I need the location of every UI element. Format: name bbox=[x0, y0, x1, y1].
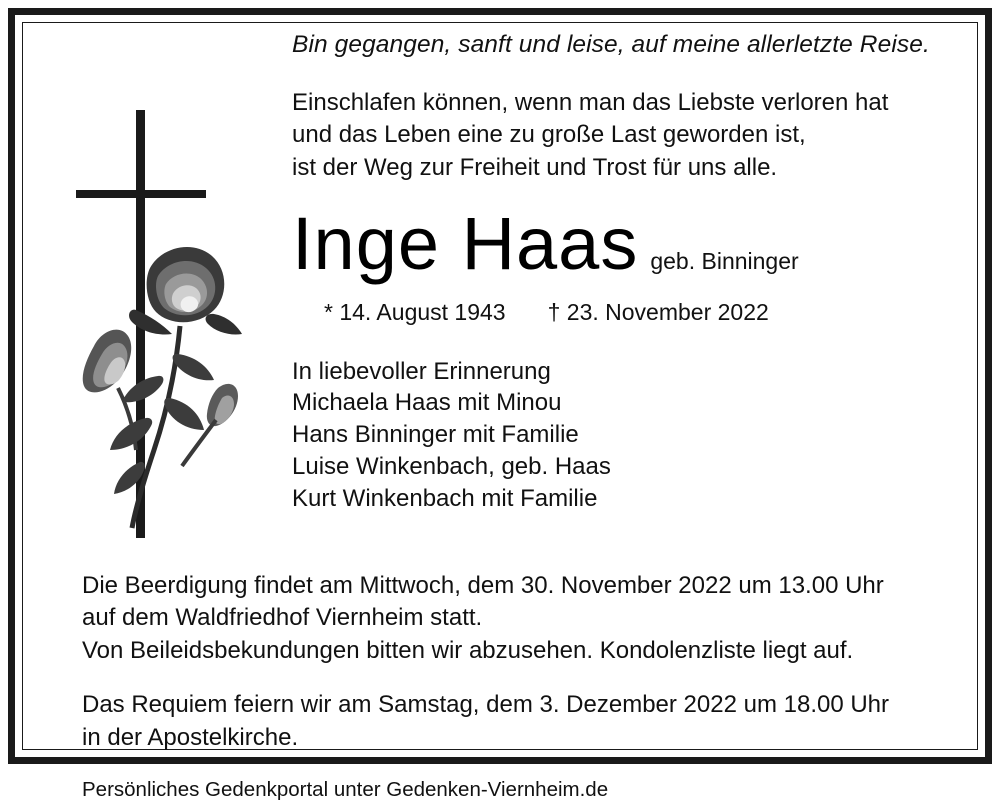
verse-line: und das Leben eine zu große Last geworden ist, bbox=[292, 121, 806, 149]
funeral-line: Von Beileidsbekundungen bitten wir abzusehen. Kondolenzliste liegt auf. bbox=[82, 636, 854, 664]
requiem-line: Das Requiem feiern wir am Samstag, dem 3. Dezember 2022 um 18.00 Uhr bbox=[82, 691, 890, 719]
memorial-portal-line: Persönliches Gedenkportal unter Gedenken-Viernheim.de bbox=[82, 777, 609, 801]
birth-date: * 14. August 1943 bbox=[324, 298, 506, 325]
verse-line: ist der Weg zur Freiheit und Trost für uns alle. bbox=[292, 153, 778, 181]
mourner-name: Michaela Haas mit Minou bbox=[292, 389, 562, 417]
notice-content bbox=[34, 30, 966, 801]
cross-with-rose-icon bbox=[58, 58, 288, 538]
funeral-line: auf dem Waldfriedhof Viernheim statt. bbox=[82, 604, 483, 632]
upper-text-block bbox=[292, 30, 982, 515]
deceased-name-line bbox=[292, 201, 982, 285]
mourner-name: Luise Winkenbach, geb. Haas bbox=[292, 453, 611, 481]
verse-block bbox=[292, 87, 982, 185]
mourner-name: Hans Binninger mit Familie bbox=[292, 421, 579, 449]
verse-italic: Bin gegangen, sanft und leise, auf meine allerletzte Reise. bbox=[292, 31, 930, 58]
mourner-name: Kurt Winkenbach mit Familie bbox=[292, 485, 598, 513]
requiem-line: in der Apostelkirche. bbox=[82, 723, 299, 751]
service-details-block bbox=[82, 548, 960, 804]
life-dates bbox=[324, 299, 982, 326]
funeral-line: Die Beerdigung findet am Mittwoch, dem 30. November 2022 um 13.00 Uhr bbox=[82, 572, 884, 599]
verse-line: Einschlafen können, wenn man das Liebste verloren hat bbox=[292, 88, 889, 116]
mourners-block bbox=[292, 356, 982, 516]
mourning-intro: In liebevoller Erinnerung bbox=[292, 357, 551, 385]
maiden-name: geb. Binninger bbox=[650, 247, 799, 274]
death-date: † 23. November 2022 bbox=[547, 298, 769, 325]
deceased-name: Inge Haas bbox=[292, 201, 639, 285]
